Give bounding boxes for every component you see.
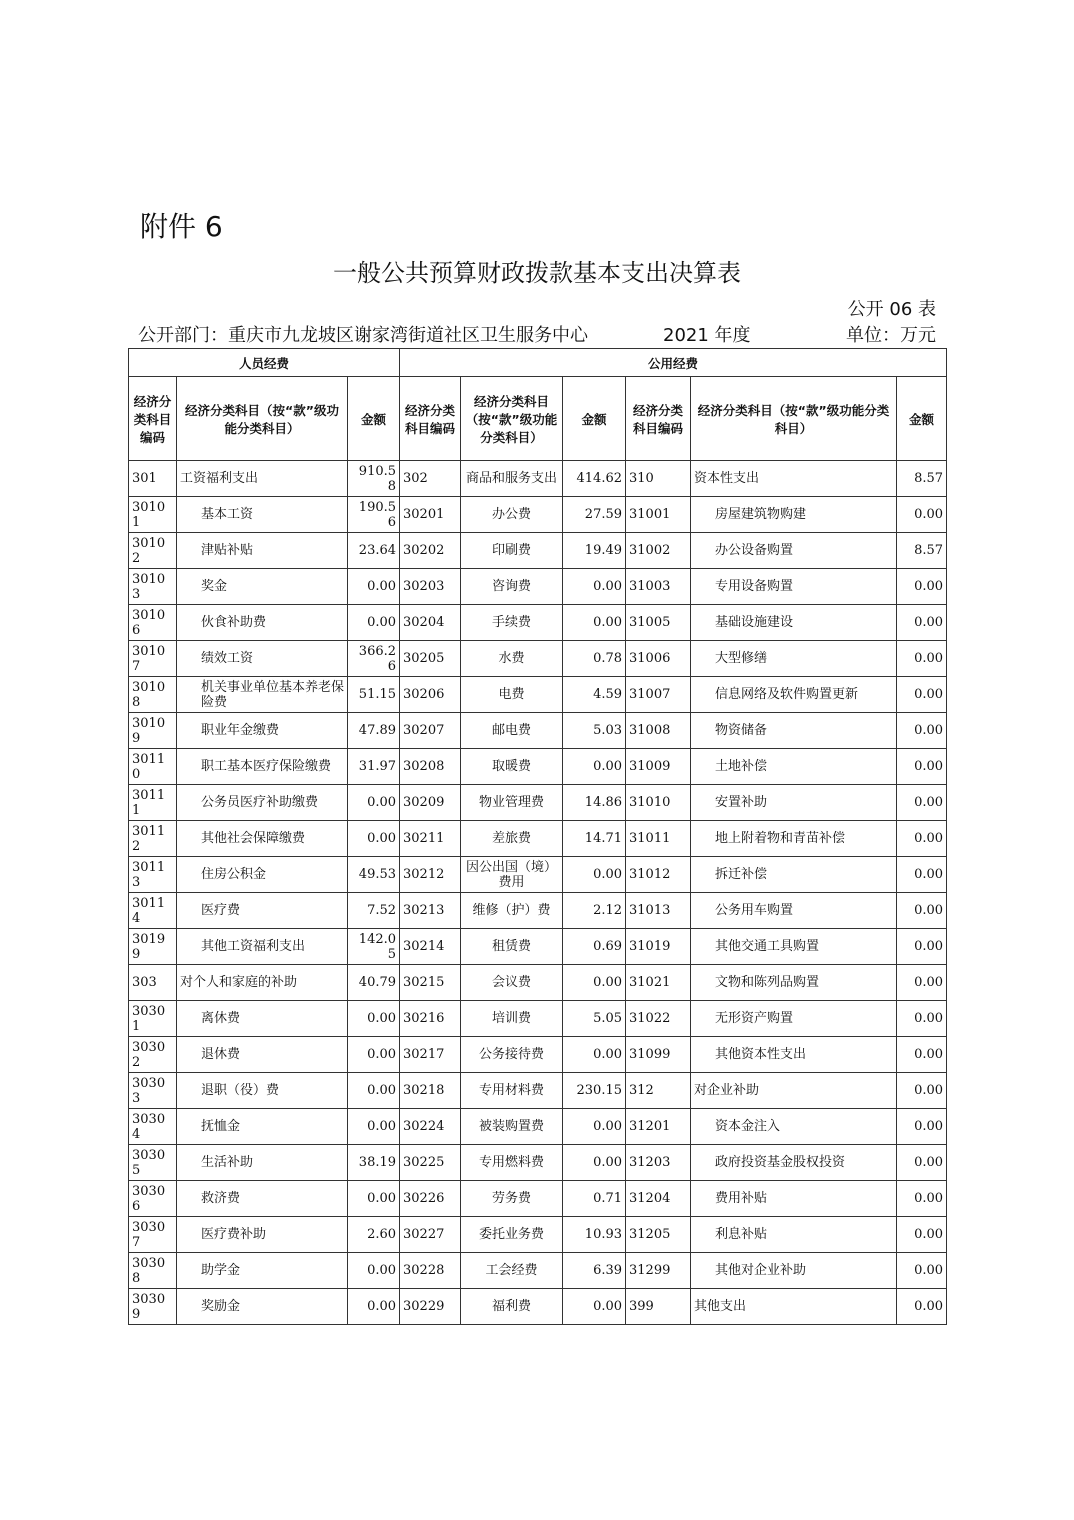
table-row — [129, 1217, 947, 1253]
table-row — [129, 965, 947, 1001]
amount-cell: 366.26 — [348, 641, 400, 677]
code-cell: 30224 — [400, 1109, 461, 1145]
code-cell: 30212 — [400, 857, 461, 893]
name-cell: 咨询费 — [461, 569, 563, 605]
code-cell: 31204 — [626, 1181, 691, 1217]
name-cell: 其他支出 — [691, 1289, 897, 1325]
code-cell: 31007 — [626, 677, 691, 713]
table-row — [129, 1253, 947, 1289]
code-cell: 30199 — [129, 929, 177, 965]
table-row — [129, 1181, 947, 1217]
amount-cell: 2.60 — [348, 1217, 400, 1253]
amount-cell: 142.05 — [348, 929, 400, 965]
amount-cell: 0.00 — [563, 857, 626, 893]
table-row — [129, 821, 947, 857]
name-cell: 印刷费 — [461, 533, 563, 569]
amount-cell: 51.15 — [348, 677, 400, 713]
name-cell: 职工基本医疗保险缴费 — [177, 749, 348, 785]
amount-cell: 0.00 — [348, 821, 400, 857]
amount-cell: 10.93 — [563, 1217, 626, 1253]
name-cell: 医疗费补助 — [177, 1217, 348, 1253]
code-cell: 30206 — [400, 677, 461, 713]
name-cell: 土地补偿 — [691, 749, 897, 785]
header-amount-3: 金额 — [897, 377, 947, 461]
amount-cell: 0.00 — [897, 1037, 947, 1073]
name-cell: 会议费 — [461, 965, 563, 1001]
table-row — [129, 1145, 947, 1181]
amount-cell: 0.71 — [563, 1181, 626, 1217]
table-row — [129, 713, 947, 749]
amount-cell: 0.00 — [897, 749, 947, 785]
amount-cell: 14.86 — [563, 785, 626, 821]
code-cell: 30305 — [129, 1145, 177, 1181]
name-cell: 文物和陈列品购置 — [691, 965, 897, 1001]
name-cell: 住房公积金 — [177, 857, 348, 893]
amount-cell: 0.00 — [897, 569, 947, 605]
table-row — [129, 1073, 947, 1109]
name-cell: 物资储备 — [691, 713, 897, 749]
name-cell: 利息补贴 — [691, 1217, 897, 1253]
name-cell: 维修（护）费 — [461, 893, 563, 929]
table-row — [129, 1109, 947, 1145]
code-cell: 31001 — [626, 497, 691, 533]
amount-cell: 19.49 — [563, 533, 626, 569]
name-cell: 公务员医疗补助缴费 — [177, 785, 348, 821]
code-cell: 30203 — [400, 569, 461, 605]
amount-cell: 0.00 — [563, 1037, 626, 1073]
name-cell: 被装购置费 — [461, 1109, 563, 1145]
code-cell: 30214 — [400, 929, 461, 965]
code-cell: 310 — [626, 461, 691, 497]
code-cell: 30307 — [129, 1217, 177, 1253]
code-cell: 30204 — [400, 605, 461, 641]
amount-cell: 0.00 — [348, 1073, 400, 1109]
amount-cell: 230.15 — [563, 1073, 626, 1109]
code-cell: 30228 — [400, 1253, 461, 1289]
code-cell: 30113 — [129, 857, 177, 893]
amount-cell: 4.59 — [563, 677, 626, 713]
name-cell: 手续费 — [461, 605, 563, 641]
amount-cell: 0.00 — [348, 1181, 400, 1217]
code-cell: 30217 — [400, 1037, 461, 1073]
amount-cell: 0.00 — [563, 1289, 626, 1325]
name-cell: 其他交通工具购置 — [691, 929, 897, 965]
amount-cell: 0.78 — [563, 641, 626, 677]
code-cell: 30209 — [400, 785, 461, 821]
name-cell: 政府投资基金股权投资 — [691, 1145, 897, 1181]
name-cell: 医疗费 — [177, 893, 348, 929]
amount-cell: 0.00 — [348, 569, 400, 605]
amount-cell: 0.00 — [897, 641, 947, 677]
amount-cell: 7.52 — [348, 893, 400, 929]
table-row — [129, 1001, 947, 1037]
name-cell: 津贴补贴 — [177, 533, 348, 569]
table-row — [129, 497, 947, 533]
unit-label: 单位：万元 — [846, 325, 936, 346]
code-cell: 31009 — [626, 749, 691, 785]
header-amount-1: 金额 — [348, 377, 400, 461]
table-row — [129, 461, 947, 497]
amount-cell: 0.00 — [897, 929, 947, 965]
code-cell: 30202 — [400, 533, 461, 569]
amount-cell: 0.00 — [897, 1181, 947, 1217]
name-cell: 其他对企业补助 — [691, 1253, 897, 1289]
code-cell: 31099 — [626, 1037, 691, 1073]
code-cell: 30306 — [129, 1181, 177, 1217]
name-cell: 其他资本性支出 — [691, 1037, 897, 1073]
name-cell: 房屋建筑物购建 — [691, 497, 897, 533]
code-cell: 30227 — [400, 1217, 461, 1253]
code-cell: 31021 — [626, 965, 691, 1001]
amount-cell: 0.00 — [897, 1253, 947, 1289]
name-cell: 商品和服务支出 — [461, 461, 563, 497]
code-cell: 30102 — [129, 533, 177, 569]
code-cell: 31010 — [626, 785, 691, 821]
header-name-2: 经济分类科目（按“款”级功能分类科目） — [461, 377, 563, 461]
name-cell: 对个人和家庭的补助 — [177, 965, 348, 1001]
name-cell: 电费 — [461, 677, 563, 713]
amount-cell: 414.62 — [563, 461, 626, 497]
table-row — [129, 569, 947, 605]
meta-line — [138, 321, 936, 347]
name-cell: 对企业补助 — [691, 1073, 897, 1109]
amount-cell: 0.00 — [563, 749, 626, 785]
name-cell: 租赁费 — [461, 929, 563, 965]
amount-cell: 0.69 — [563, 929, 626, 965]
name-cell: 大型修缮 — [691, 641, 897, 677]
section-public: 公用经费 — [400, 349, 947, 377]
name-cell: 助学金 — [177, 1253, 348, 1289]
name-cell: 拆迁补偿 — [691, 857, 897, 893]
code-cell: 31013 — [626, 893, 691, 929]
table-row — [129, 533, 947, 569]
amount-cell: 0.00 — [897, 1289, 947, 1325]
code-cell: 31012 — [626, 857, 691, 893]
code-cell: 30208 — [400, 749, 461, 785]
amount-cell: 0.00 — [897, 965, 947, 1001]
amount-cell: 0.00 — [897, 605, 947, 641]
code-cell: 30301 — [129, 1001, 177, 1037]
code-cell: 30205 — [400, 641, 461, 677]
amount-cell: 0.00 — [897, 677, 947, 713]
code-cell: 31299 — [626, 1253, 691, 1289]
name-cell: 物业管理费 — [461, 785, 563, 821]
name-cell: 机关事业单位基本养老保险费 — [177, 677, 348, 713]
name-cell: 退休费 — [177, 1037, 348, 1073]
amount-cell: 2.12 — [563, 893, 626, 929]
header-amount-2: 金额 — [563, 377, 626, 461]
code-cell: 30309 — [129, 1289, 177, 1325]
amount-cell: 0.00 — [897, 497, 947, 533]
name-cell: 水费 — [461, 641, 563, 677]
name-cell: 安置补助 — [691, 785, 897, 821]
amount-cell: 40.79 — [348, 965, 400, 1001]
code-cell: 30308 — [129, 1253, 177, 1289]
form-number: 公开 06 表 — [847, 299, 936, 320]
code-cell: 30303 — [129, 1073, 177, 1109]
code-cell: 31203 — [626, 1145, 691, 1181]
amount-cell: 0.00 — [348, 1289, 400, 1325]
code-cell: 30110 — [129, 749, 177, 785]
code-cell: 31002 — [626, 533, 691, 569]
table-row — [129, 749, 947, 785]
fiscal-year: 2021 年度 — [663, 325, 751, 346]
name-cell: 差旅费 — [461, 821, 563, 857]
name-cell: 办公设备购置 — [691, 533, 897, 569]
code-cell: 302 — [400, 461, 461, 497]
header-code-2: 经济分类科目编码 — [400, 377, 461, 461]
name-cell: 伙食补助费 — [177, 605, 348, 641]
name-cell: 资本金注入 — [691, 1109, 897, 1145]
amount-cell: 49.53 — [348, 857, 400, 893]
name-cell: 因公出国（境）费用 — [461, 857, 563, 893]
name-cell: 生活补助 — [177, 1145, 348, 1181]
amount-cell: 31.97 — [348, 749, 400, 785]
name-cell: 无形资产购置 — [691, 1001, 897, 1037]
code-cell: 312 — [626, 1073, 691, 1109]
amount-cell: 0.00 — [897, 1145, 947, 1181]
table-row — [129, 605, 947, 641]
code-cell: 30201 — [400, 497, 461, 533]
name-cell: 办公费 — [461, 497, 563, 533]
name-cell: 退职（役）费 — [177, 1073, 348, 1109]
amount-cell: 0.00 — [897, 821, 947, 857]
code-cell: 30218 — [400, 1073, 461, 1109]
amount-cell: 0.00 — [897, 1217, 947, 1253]
amount-cell: 0.00 — [897, 1073, 947, 1109]
name-cell: 职业年金缴费 — [177, 713, 348, 749]
table-row — [129, 677, 947, 713]
code-cell: 30114 — [129, 893, 177, 929]
code-cell: 30225 — [400, 1145, 461, 1181]
amount-cell: 27.59 — [563, 497, 626, 533]
code-cell: 30103 — [129, 569, 177, 605]
code-cell: 31201 — [626, 1109, 691, 1145]
code-cell: 31005 — [626, 605, 691, 641]
code-cell: 31008 — [626, 713, 691, 749]
code-cell: 30111 — [129, 785, 177, 821]
name-cell: 信息网络及软件购置更新 — [691, 677, 897, 713]
header-code-3: 经济分类科目编码 — [626, 377, 691, 461]
code-cell: 30302 — [129, 1037, 177, 1073]
amount-cell: 0.00 — [897, 1001, 947, 1037]
amount-cell: 190.56 — [348, 497, 400, 533]
page-title: 一般公共预算财政拨款基本支出决算表 — [333, 259, 741, 287]
code-cell: 30112 — [129, 821, 177, 857]
code-cell: 30211 — [400, 821, 461, 857]
code-cell: 30304 — [129, 1109, 177, 1145]
name-cell: 劳务费 — [461, 1181, 563, 1217]
amount-cell: 6.39 — [563, 1253, 626, 1289]
name-cell: 基础设施建设 — [691, 605, 897, 641]
code-cell: 30101 — [129, 497, 177, 533]
name-cell: 费用补贴 — [691, 1181, 897, 1217]
name-cell: 取暖费 — [461, 749, 563, 785]
amount-cell: 0.00 — [348, 1109, 400, 1145]
amount-cell: 0.00 — [563, 1109, 626, 1145]
amount-cell: 0.00 — [563, 605, 626, 641]
code-cell: 30229 — [400, 1289, 461, 1325]
amount-cell: 910.58 — [348, 461, 400, 497]
table-row — [129, 857, 947, 893]
name-cell: 其他工资福利支出 — [177, 929, 348, 965]
amount-cell: 0.00 — [897, 1109, 947, 1145]
amount-cell: 23.64 — [348, 533, 400, 569]
code-cell: 30107 — [129, 641, 177, 677]
name-cell: 专用设备购置 — [691, 569, 897, 605]
name-cell: 公务接待费 — [461, 1037, 563, 1073]
amount-cell: 0.00 — [897, 857, 947, 893]
code-cell: 31019 — [626, 929, 691, 965]
table-row — [129, 785, 947, 821]
code-cell: 30207 — [400, 713, 461, 749]
code-cell: 303 — [129, 965, 177, 1001]
amount-cell: 0.00 — [563, 965, 626, 1001]
header-code-1: 经济分类科目编码 — [129, 377, 177, 461]
amount-cell: 47.89 — [348, 713, 400, 749]
amount-cell: 0.00 — [348, 1037, 400, 1073]
name-cell: 培训费 — [461, 1001, 563, 1037]
amount-cell: 5.05 — [563, 1001, 626, 1037]
name-cell: 专用燃料费 — [461, 1145, 563, 1181]
amount-cell: 8.57 — [897, 461, 947, 497]
amount-cell: 5.03 — [563, 713, 626, 749]
name-cell: 资本性支出 — [691, 461, 897, 497]
amount-cell: 0.00 — [897, 785, 947, 821]
name-cell: 工资福利支出 — [177, 461, 348, 497]
code-cell: 31003 — [626, 569, 691, 605]
table-row — [129, 1289, 947, 1325]
department: 公开部门：重庆市九龙坡区谢家湾街道社区卫生服务中心 — [138, 325, 588, 346]
amount-cell: 0.00 — [348, 785, 400, 821]
code-cell: 31022 — [626, 1001, 691, 1037]
amount-cell: 0.00 — [348, 1001, 400, 1037]
name-cell: 救济费 — [177, 1181, 348, 1217]
code-cell: 30216 — [400, 1001, 461, 1037]
name-cell: 其他社会保障缴费 — [177, 821, 348, 857]
table-row — [129, 1037, 947, 1073]
amount-cell: 14.71 — [563, 821, 626, 857]
header-name-3: 经济分类科目（按“款”级功能分类科目） — [691, 377, 897, 461]
code-cell: 30106 — [129, 605, 177, 641]
name-cell: 地上附着物和青苗补偿 — [691, 821, 897, 857]
code-cell: 31205 — [626, 1217, 691, 1253]
name-cell: 委托业务费 — [461, 1217, 563, 1253]
amount-cell: 0.00 — [563, 569, 626, 605]
name-cell: 专用材料费 — [461, 1073, 563, 1109]
name-cell: 离休费 — [177, 1001, 348, 1037]
name-cell: 公务用车购置 — [691, 893, 897, 929]
code-cell: 30109 — [129, 713, 177, 749]
table-row — [129, 929, 947, 965]
code-cell: 30215 — [400, 965, 461, 1001]
name-cell: 抚恤金 — [177, 1109, 348, 1145]
code-cell: 30226 — [400, 1181, 461, 1217]
table-body — [129, 461, 947, 1325]
attachment-label: 附件 6 — [140, 210, 223, 243]
amount-cell: 0.00 — [348, 1253, 400, 1289]
name-cell: 奖励金 — [177, 1289, 348, 1325]
name-cell: 福利费 — [461, 1289, 563, 1325]
name-cell: 奖金 — [177, 569, 348, 605]
amount-cell: 0.00 — [897, 893, 947, 929]
code-cell: 30108 — [129, 677, 177, 713]
amount-cell: 0.00 — [563, 1145, 626, 1181]
code-cell: 31011 — [626, 821, 691, 857]
name-cell: 工会经费 — [461, 1253, 563, 1289]
name-cell: 邮电费 — [461, 713, 563, 749]
table-row — [129, 893, 947, 929]
amount-cell: 0.00 — [348, 605, 400, 641]
name-cell: 绩效工资 — [177, 641, 348, 677]
code-cell: 30213 — [400, 893, 461, 929]
amount-cell: 0.00 — [897, 713, 947, 749]
amount-cell: 8.57 — [897, 533, 947, 569]
expenditure-table — [128, 348, 947, 1325]
code-cell: 301 — [129, 461, 177, 497]
section-personnel: 人员经费 — [129, 349, 400, 377]
amount-cell: 38.19 — [348, 1145, 400, 1181]
name-cell: 基本工资 — [177, 497, 348, 533]
table-row — [129, 641, 947, 677]
code-cell: 399 — [626, 1289, 691, 1325]
header-name-1: 经济分类科目（按“款”级功能分类科目） — [177, 377, 348, 461]
code-cell: 31006 — [626, 641, 691, 677]
